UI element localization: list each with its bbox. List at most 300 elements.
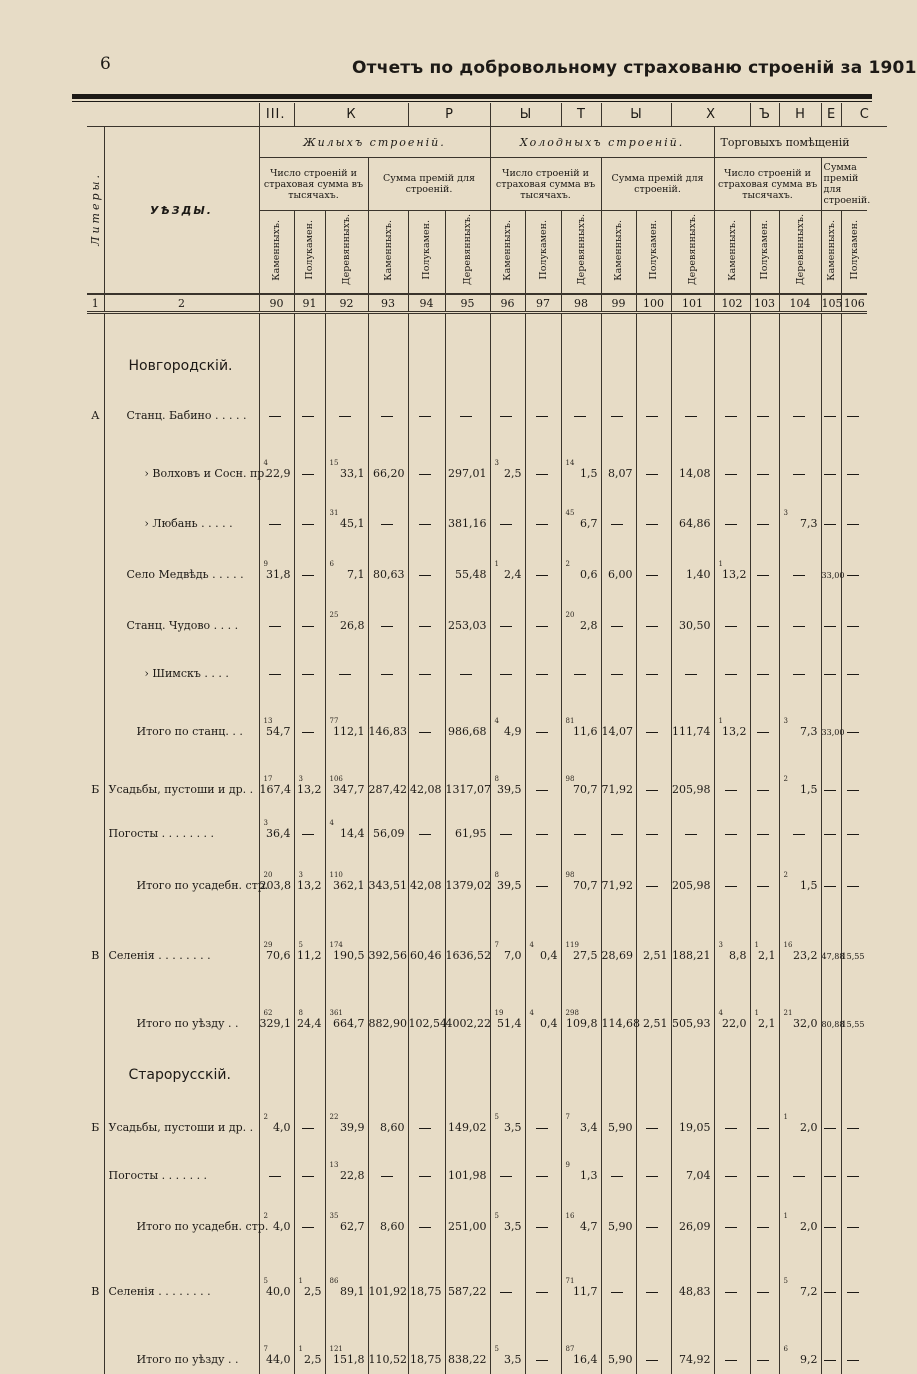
- table-cell: [561, 804, 601, 848]
- row-label: Станц. Чудово . . . .: [104, 589, 259, 640]
- table-cell: [750, 313, 779, 383]
- building-count: 1: [295, 1277, 322, 1285]
- table-cell: [445, 640, 490, 688]
- dash-mark: [302, 834, 314, 835]
- table-cell: [325, 1091, 368, 1142]
- building-count: 3: [295, 871, 322, 879]
- table-cell: [490, 430, 525, 488]
- table-cell: [445, 538, 490, 589]
- table-cell: [671, 313, 714, 383]
- table-cell: [490, 488, 525, 538]
- dash-mark: [536, 416, 548, 417]
- building-count: 21: [780, 1009, 818, 1017]
- dash-mark: [500, 1176, 512, 1177]
- table-cell: [779, 848, 821, 900]
- material-header: Каменныхъ.: [259, 211, 294, 295]
- table-cell: [601, 1038, 636, 1091]
- dash-mark: [793, 416, 805, 417]
- table-cell: [714, 688, 750, 746]
- uezd-heading-row: [87, 313, 887, 383]
- row-label: Итого по уѣзду . .: [104, 970, 259, 1038]
- table-cell: [779, 688, 821, 746]
- column-number: 95: [445, 294, 490, 313]
- table-cell: [490, 589, 525, 640]
- table-cell: [259, 746, 294, 804]
- table-cell: [561, 589, 601, 640]
- row-label: Итого по станц. . .: [104, 688, 259, 746]
- dash-mark: [536, 1360, 548, 1361]
- dash-mark: [646, 1227, 658, 1228]
- table-cell: [408, 1190, 445, 1241]
- column-number-row: [87, 294, 887, 313]
- trade-count-sum-header: Число строеній и страховая сумма въ тысячахъ.: [714, 158, 821, 211]
- table-cell: [408, 488, 445, 538]
- cell-value: 110,52: [369, 1353, 408, 1366]
- table-cell: [601, 848, 636, 900]
- insured-sum: 11,6: [573, 725, 598, 738]
- table-cell: [841, 488, 867, 538]
- insured-sum: 22,9: [266, 467, 291, 480]
- section-letter: Р: [408, 103, 490, 127]
- table-cell: [490, 1142, 525, 1190]
- cell-value: 4002,22: [446, 1017, 492, 1030]
- table-cell: [779, 430, 821, 488]
- dash-mark: [824, 1227, 836, 1228]
- dash-mark: [302, 416, 314, 417]
- material-header: Деревянныхъ.: [325, 211, 368, 295]
- material-header: Полукамен.: [408, 211, 445, 295]
- insured-sum: 4,7: [580, 1220, 598, 1233]
- residential-premium-header: Сумма премій для строеній.: [368, 158, 490, 211]
- row-letter: [87, 1142, 104, 1190]
- section-letter: Ы: [601, 103, 671, 127]
- insured-sum: 31,8: [266, 568, 291, 581]
- table-cell: [368, 313, 408, 383]
- row-label: Итого по уѣзду . .: [104, 1306, 259, 1374]
- insured-sum: 70,6: [266, 949, 291, 962]
- table-cell: [561, 1306, 601, 1374]
- dash-mark: [757, 524, 769, 525]
- table-cell: [671, 848, 714, 900]
- dash-mark: [302, 674, 314, 675]
- table-cell: [325, 900, 368, 970]
- building-count: 31: [326, 509, 365, 517]
- table-cell: [445, 382, 490, 430]
- dash-mark: [269, 674, 281, 675]
- table-row: [87, 1190, 887, 1241]
- dash-mark: [536, 575, 548, 576]
- insured-sum: 7,1: [347, 568, 365, 581]
- dash-mark: [269, 1176, 281, 1177]
- table-cell: [779, 382, 821, 430]
- table-cell: [408, 538, 445, 589]
- table-cell: [561, 382, 601, 430]
- dash-mark: [847, 1292, 859, 1293]
- table-cell: [408, 589, 445, 640]
- table-cell: [408, 640, 445, 688]
- building-count: 1: [751, 1009, 776, 1017]
- building-count: 15: [326, 459, 365, 467]
- table-cell: [259, 688, 294, 746]
- table-cell: [841, 1190, 867, 1241]
- row-label: Итого по усадебн. стр.: [104, 848, 259, 900]
- table-cell: [445, 848, 490, 900]
- table-cell: [525, 538, 561, 589]
- insured-sum: 40,0: [266, 1285, 291, 1298]
- table-row: [87, 1091, 887, 1142]
- building-count: 4: [260, 459, 291, 467]
- row-letter: В: [87, 1241, 104, 1306]
- table-row: [87, 640, 887, 688]
- material-header: Каменныхъ.: [821, 211, 841, 295]
- dash-mark: [847, 474, 859, 475]
- dash-mark: [725, 1227, 737, 1228]
- table-cell: [325, 970, 368, 1038]
- dash-mark: [725, 416, 737, 417]
- dash-mark: [574, 416, 586, 417]
- cell-value: 8,60: [380, 1220, 405, 1233]
- cell-value: 8,07: [608, 467, 633, 480]
- table-cell: [368, 1190, 408, 1241]
- table-cell: [561, 1091, 601, 1142]
- table-cell: [525, 1241, 561, 1306]
- table-cell: [561, 848, 601, 900]
- table-cell: [445, 1306, 490, 1374]
- dash-mark: [536, 524, 548, 525]
- cell-value: 8,60: [380, 1121, 405, 1134]
- cell-value: 149,02: [448, 1121, 487, 1134]
- dash-mark: [302, 524, 314, 525]
- dash-mark: [847, 1128, 859, 1129]
- building-count: 13: [260, 717, 291, 725]
- dash-mark: [847, 524, 859, 525]
- column-number: 96: [490, 294, 525, 313]
- row-label: › Шимскъ . . . .: [104, 640, 259, 688]
- table-cell: [490, 804, 525, 848]
- table-cell: [325, 848, 368, 900]
- table-cell: [445, 746, 490, 804]
- table-cell: [779, 1142, 821, 1190]
- building-count: 3: [260, 819, 291, 827]
- table-cell: [841, 640, 867, 688]
- table-cell: [671, 1142, 714, 1190]
- table-cell: [714, 1306, 750, 1374]
- table-cell: [779, 900, 821, 970]
- dash-mark: [419, 575, 431, 576]
- cell-value: 74,92: [679, 1353, 711, 1366]
- table-cell: [636, 589, 671, 640]
- building-count: 16: [562, 1212, 598, 1220]
- column-number: 105: [821, 294, 841, 313]
- dash-mark: [419, 524, 431, 525]
- cell-value: 71,92: [602, 783, 634, 796]
- insured-sum: 62,7: [340, 1220, 365, 1233]
- dash-mark: [500, 834, 512, 835]
- row-letter: Б: [87, 746, 104, 804]
- table-cell: [294, 804, 325, 848]
- table-cell: [294, 640, 325, 688]
- column-number: 101: [671, 294, 714, 313]
- column-number: 103: [750, 294, 779, 313]
- table-cell: [841, 900, 867, 970]
- table-cell: [636, 488, 671, 538]
- table-cell: [445, 1142, 490, 1190]
- building-count: 2: [260, 1212, 291, 1220]
- building-count: 2: [780, 775, 818, 783]
- building-count: 106: [326, 775, 365, 783]
- row-label: Селенія . . . . . . . .: [104, 1241, 259, 1306]
- table-cell: [714, 538, 750, 589]
- table-body: [87, 313, 887, 1374]
- table-cell: [750, 1306, 779, 1374]
- table-cell: [294, 382, 325, 430]
- cell-value: 6,00: [608, 568, 633, 581]
- table-row: [87, 538, 887, 589]
- insured-sum: 3,5: [504, 1353, 522, 1366]
- table-cell: [294, 1142, 325, 1190]
- cell-value: 1379,02: [446, 879, 492, 892]
- building-count: 98: [562, 775, 598, 783]
- cell-value: 66,20: [373, 467, 405, 480]
- building-count: 7: [491, 941, 522, 949]
- dash-mark: [847, 834, 859, 835]
- table-cell: [325, 1038, 368, 1091]
- dash-mark: [302, 575, 314, 576]
- table-cell: [841, 382, 867, 430]
- insured-sum: 2,1: [758, 949, 776, 962]
- dash-mark: [302, 1128, 314, 1129]
- dash-mark: [302, 1227, 314, 1228]
- table-cell: [525, 1091, 561, 1142]
- table-cell: [714, 900, 750, 970]
- insured-sum: 32,0: [793, 1017, 818, 1030]
- building-count: 86: [326, 1277, 365, 1285]
- cell-value: 253,03: [448, 619, 487, 632]
- table-cell: [368, 488, 408, 538]
- building-count: 298: [562, 1009, 598, 1017]
- table-cell: [561, 1142, 601, 1190]
- insured-sum: 2,0: [800, 1121, 818, 1134]
- table-cell: [445, 804, 490, 848]
- cell-value: 80,63: [373, 568, 405, 581]
- table-cell: [325, 488, 368, 538]
- cell-value: 64,86: [679, 517, 711, 530]
- table-cell: [601, 900, 636, 970]
- insured-sum: 2,5: [304, 1285, 322, 1298]
- dash-mark: [793, 626, 805, 627]
- table-cell: [259, 848, 294, 900]
- cell-value: 1636,52: [446, 949, 492, 962]
- table-cell: [368, 1142, 408, 1190]
- table-cell: [490, 382, 525, 430]
- table-cell: [779, 538, 821, 589]
- dash-mark: [793, 474, 805, 475]
- row-letter: [87, 313, 104, 383]
- dash-mark: [302, 626, 314, 627]
- building-count: 361: [326, 1009, 365, 1017]
- cell-value: 7,04: [686, 1169, 711, 1182]
- table-cell: [841, 1091, 867, 1142]
- dash-mark: [824, 886, 836, 887]
- table-cell: [841, 430, 867, 488]
- material-header: Полукамен.: [525, 211, 561, 295]
- row-label: Усадьбы, пустоши и др. .: [104, 1091, 259, 1142]
- building-count: 20: [562, 611, 598, 619]
- table-cell: [714, 746, 750, 804]
- dash-mark: [611, 834, 623, 835]
- table-cell: [714, 1241, 750, 1306]
- row-letter: [87, 430, 104, 488]
- table-cell: [490, 970, 525, 1038]
- dash-mark: [419, 674, 431, 675]
- cold-premium-header: Сумма премій для строеній.: [601, 158, 714, 211]
- table-cell: [714, 430, 750, 488]
- row-letter: [87, 848, 104, 900]
- table-cell: [294, 688, 325, 746]
- table-cell: [490, 1091, 525, 1142]
- table-cell: [750, 382, 779, 430]
- table-cell: [671, 688, 714, 746]
- cell-value: 251,00: [448, 1220, 487, 1233]
- table-cell: [561, 746, 601, 804]
- dash-mark: [269, 524, 281, 525]
- building-count: 4: [526, 941, 558, 949]
- table-cell: [714, 804, 750, 848]
- table-cell: [714, 589, 750, 640]
- dash-mark: [824, 1176, 836, 1177]
- dash-mark: [725, 474, 737, 475]
- insured-sum: 2,1: [758, 1017, 776, 1030]
- dash-mark: [646, 834, 658, 835]
- building-count: 4: [326, 819, 365, 827]
- cell-value: 15,55: [842, 952, 865, 961]
- dash-mark: [611, 524, 623, 525]
- section-letter: К: [294, 103, 408, 127]
- dash-mark: [381, 1176, 393, 1177]
- cell-value: 205,98: [672, 879, 711, 892]
- insured-sum: 2,5: [304, 1353, 322, 1366]
- table-cell: [714, 848, 750, 900]
- insured-sum: 24,4: [297, 1017, 322, 1030]
- row-letter: В: [87, 900, 104, 970]
- dash-mark: [460, 416, 472, 417]
- row-letter: [87, 488, 104, 538]
- table-cell: [841, 746, 867, 804]
- dash-mark: [536, 834, 548, 835]
- cell-value: 5,90: [608, 1121, 633, 1134]
- insured-sum: 4,0: [273, 1220, 291, 1233]
- column-number: 97: [525, 294, 561, 313]
- dash-mark: [536, 1176, 548, 1177]
- table-cell: [561, 1190, 601, 1241]
- table-cell: [408, 1142, 445, 1190]
- cell-value: 381,16: [448, 517, 487, 530]
- residential-count-sum-header: Число строеній и страховая сумма въ тысячахъ.: [259, 158, 368, 211]
- dash-mark: [725, 1360, 737, 1361]
- table-row: [87, 589, 887, 640]
- table-cell: [779, 313, 821, 383]
- dash-mark: [725, 1176, 737, 1177]
- insured-sum: 112,1: [333, 725, 365, 738]
- building-count: 1: [295, 1345, 322, 1353]
- insured-sum: 36,4: [266, 827, 291, 840]
- insured-sum: 664,7: [333, 1017, 365, 1030]
- table-cell: [750, 746, 779, 804]
- dash-mark: [847, 1360, 859, 1361]
- column-number: 2: [104, 294, 259, 313]
- table-cell: [636, 1091, 671, 1142]
- table-cell: [294, 1091, 325, 1142]
- dash-mark: [419, 626, 431, 627]
- column-number: 1: [87, 294, 104, 313]
- dash-mark: [793, 575, 805, 576]
- building-count: 2: [562, 560, 598, 568]
- table-cell: [750, 589, 779, 640]
- building-count: 5: [491, 1345, 522, 1353]
- cell-value: 5,90: [608, 1353, 633, 1366]
- table-cell: [714, 1142, 750, 1190]
- building-count: 20: [260, 871, 291, 879]
- table-cell: [750, 900, 779, 970]
- table-cell: [525, 589, 561, 640]
- cell-value: 986,68: [448, 725, 487, 738]
- row-letter: [87, 1038, 104, 1091]
- table-cell: [368, 746, 408, 804]
- table-cell: [671, 746, 714, 804]
- header-rule: [72, 94, 872, 99]
- insured-sum: 347,7: [333, 783, 365, 796]
- table-cell: [841, 1306, 867, 1374]
- table-cell: [636, 1306, 671, 1374]
- insured-sum: 7,2: [800, 1285, 818, 1298]
- dash-mark: [536, 886, 548, 887]
- building-count: 2: [260, 1113, 291, 1121]
- dash-mark: [269, 626, 281, 627]
- table-cell: [750, 1142, 779, 1190]
- dash-mark: [611, 1292, 623, 1293]
- table-cell: [636, 848, 671, 900]
- cell-value: 287,42: [369, 783, 408, 796]
- table-cell: [325, 1142, 368, 1190]
- dash-mark: [847, 575, 859, 576]
- material-header: Полукамен.: [841, 211, 867, 295]
- building-count: 3: [715, 941, 747, 949]
- cell-value: 14,07: [602, 725, 634, 738]
- table-cell: [408, 1091, 445, 1142]
- table-cell: [259, 538, 294, 589]
- table-cell: [325, 1190, 368, 1241]
- cell-value: 18,75: [410, 1285, 442, 1298]
- table-cell: [408, 313, 445, 383]
- building-count: 3: [295, 775, 322, 783]
- table-cell: [601, 640, 636, 688]
- table-cell: [445, 970, 490, 1038]
- table-cell: [821, 488, 841, 538]
- table-cell: [714, 1190, 750, 1241]
- table-cell: [841, 688, 867, 746]
- dash-mark: [824, 474, 836, 475]
- building-count: 9: [260, 560, 291, 568]
- insured-sum: 0,4: [540, 949, 558, 962]
- table-cell: [294, 900, 325, 970]
- uezd-heading: Старорусскій.: [104, 1038, 259, 1091]
- table-cell: [714, 970, 750, 1038]
- dash-mark: [419, 1227, 431, 1228]
- building-count: 110: [326, 871, 365, 879]
- table-cell: [671, 640, 714, 688]
- dash-mark: [824, 834, 836, 835]
- table-cell: [525, 382, 561, 430]
